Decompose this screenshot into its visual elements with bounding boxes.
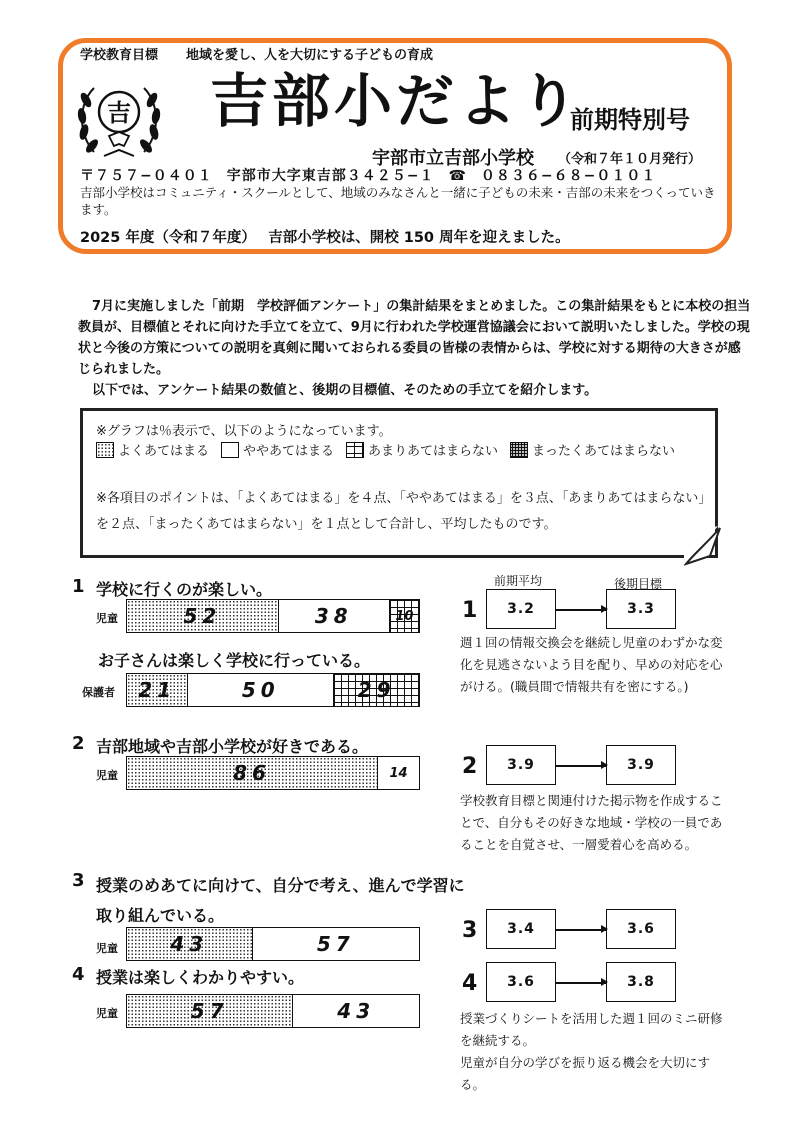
bar-segment — [279, 600, 390, 632]
school-emblem-icon — [74, 74, 164, 164]
question-title-line-1: 授業のめあてに向けて、自分で考え、進んで学習に — [96, 876, 465, 895]
emblem-char: 吉 — [107, 99, 131, 127]
target-description: 学校教育目標と関連付けた掲示物を作成することで、自分もその好きな地域・学校の一員であることを自覚させ、一層愛着心を高める。 — [460, 793, 723, 852]
legend-item — [510, 440, 675, 459]
target-description: 授業づくりシートを活用した週１回のミニ研修を継続する。 — [460, 1011, 723, 1048]
respondent-label: 児童 — [96, 769, 118, 782]
goal-text: 地域を愛し、人を大切にする子どもの育成 — [186, 48, 434, 63]
address-line — [80, 165, 670, 185]
current-average-box: 3.4 — [486, 909, 556, 949]
stacked-bar — [126, 673, 420, 707]
bar-value-label: 14 — [389, 765, 408, 781]
arrow-icon — [556, 982, 606, 984]
community-school-text: 吉部小学校はコミュニティ・スクールとして、地域のみなさんと一緒に子どもの未来・吉部の未来をつくっていきます。 — [80, 185, 716, 217]
legend-label: あまりあてはまらない — [368, 444, 499, 459]
bar-segment — [390, 600, 419, 632]
stacked-bar — [126, 927, 420, 961]
arrow-icon — [556, 929, 606, 931]
legend-item — [221, 440, 334, 459]
school-name: 宇部市立吉部小学校 — [372, 148, 534, 169]
bar-value-label: 38 — [314, 604, 353, 628]
stacked-bar — [126, 994, 420, 1028]
legend-swatch-dots — [96, 442, 114, 458]
bar-value-label: 52 — [183, 604, 222, 628]
intro — [78, 296, 752, 401]
bar-value-label: 43 — [170, 932, 209, 956]
bar-value-label: 21 — [138, 678, 177, 702]
target-description: 週１回の情報交換会を継続し児童のわずかな変化を見逃さないよう目を配り、早めの対応を心がける。(職員間で情報共有を密にする。) — [460, 635, 723, 694]
target-value-box: 3.6 — [606, 909, 676, 949]
bar-value-label: 86 — [233, 761, 271, 785]
bar-value-label: 29 — [357, 678, 396, 702]
newsletter-title: 吉部小だより — [210, 67, 583, 135]
legend-label: ややあてはまる — [243, 444, 335, 459]
bar-value-label: 43 — [337, 999, 376, 1023]
bar-segment — [127, 928, 253, 960]
arrow-icon — [556, 765, 606, 767]
stacked-bar — [126, 756, 420, 790]
bar-segment — [127, 757, 378, 789]
question-title: 授業は楽しくわかりやすい。 — [96, 968, 305, 987]
postal-code: 〒７５７−０４０１ — [80, 168, 213, 184]
bar-segment — [127, 995, 293, 1027]
target-number: 1 — [462, 598, 478, 623]
stacked-bar — [126, 599, 420, 633]
bar-segment — [127, 674, 188, 706]
phone-number: ０８３６−６８−０１０１ — [480, 168, 657, 184]
question-number: 4 — [72, 964, 85, 985]
target-number: 2 — [462, 754, 478, 779]
bar-segment — [127, 600, 279, 632]
intro-paragraph-2: 以下では、アンケート結果の数値と、後期の目標値、そのための手立てを紹介します。 — [92, 383, 598, 398]
column-header-target: 後期目標 — [614, 577, 663, 591]
bar-value-label: 10 — [395, 608, 414, 624]
note-line-2: ※各項目のポイントは、「よくあてはまる」を４点、「ややあてはまる」を３点、「あまりあてはまらない」を２点、「まったくあてはまらない」を１点として合計し、平均したものです。 — [96, 491, 705, 532]
bar-segment — [378, 757, 419, 789]
bar-value-label: 50 — [241, 678, 280, 702]
question-title: 吉部地域や吉部小学校が好きである。 — [96, 737, 369, 756]
legend-swatch-grid — [346, 442, 364, 458]
question-number: 2 — [72, 733, 85, 754]
telephone-icon: ☎ — [448, 168, 467, 184]
question-number: 1 — [72, 576, 85, 597]
target-value-box: 3.9 — [606, 745, 676, 785]
respondent-label: 児童 — [96, 1007, 118, 1020]
bar-segment — [334, 674, 419, 706]
current-average-box: 3.9 — [486, 745, 556, 785]
bar-value-label: 57 — [190, 999, 229, 1023]
target-value-box: 3.3 — [606, 589, 676, 629]
school-goal — [80, 44, 433, 63]
target-number: 4 — [462, 971, 478, 996]
question-title: お子さんは楽しく学校に行っている。 — [98, 651, 371, 670]
bar-segment — [253, 928, 419, 960]
bar-value-label: 57 — [316, 932, 355, 956]
legend-label: よくあてはまる — [118, 444, 210, 459]
respondent-label: 保護者 — [82, 686, 115, 699]
arrow-icon — [556, 609, 606, 611]
note-line-1: ※グラフは％表示で、以下のようになっています。 — [96, 424, 392, 439]
goal-label: 学校教育目標 — [80, 48, 159, 63]
column-header-current: 前期平均 — [494, 574, 543, 588]
question-number: 3 — [72, 870, 85, 891]
current-average-box: 3.2 — [486, 589, 556, 629]
target-number: 3 — [462, 918, 478, 943]
legend-label: まったくあてはまらない — [532, 444, 676, 459]
issue-date: （令和７年１０月発行） — [558, 152, 702, 167]
respondent-label: 児童 — [96, 612, 118, 625]
bar-segment — [293, 995, 419, 1027]
target-description-2: 児童が自分の学びを振り返る機会を大切にする。 — [460, 1055, 711, 1092]
anniversary-text: 2025 年度（令和７年度） 吉部小学校は、開校 150 周年を迎えました。 — [80, 230, 570, 246]
bar-segment — [188, 674, 334, 706]
question-title-line-2: 取り組んでいる。 — [96, 906, 225, 925]
question-title: 学校に行くのが楽しい。 — [96, 580, 273, 599]
legend-item — [346, 440, 498, 459]
target-value-box: 3.8 — [606, 962, 676, 1002]
intro-paragraph: 7月に実施しました「前期 学校評価アンケート」の集計結果をまとめました。この集計結果をもとに本校の担当教員が、目標値とそれに向けた手立てを立て、9月に行われた学校運営協議会において説明いたしました。学校の現状と今後の方策についての説明を真剣に聞いておられる委員の皆様の表情からは、学校に対する期待の大きさが感じられました。 — [78, 299, 751, 377]
respondent-label: 児童 — [96, 942, 118, 955]
legend-swatch-white — [221, 442, 239, 458]
legend-swatch-dense — [510, 442, 528, 458]
current-average-box: 3.6 — [486, 962, 556, 1002]
chart-legend — [96, 440, 687, 459]
special-edition-label: 前期特別号 — [570, 106, 690, 134]
street-address: 宇部市大字東吉部３４２５−１ — [226, 168, 435, 184]
legend-item — [96, 440, 209, 459]
